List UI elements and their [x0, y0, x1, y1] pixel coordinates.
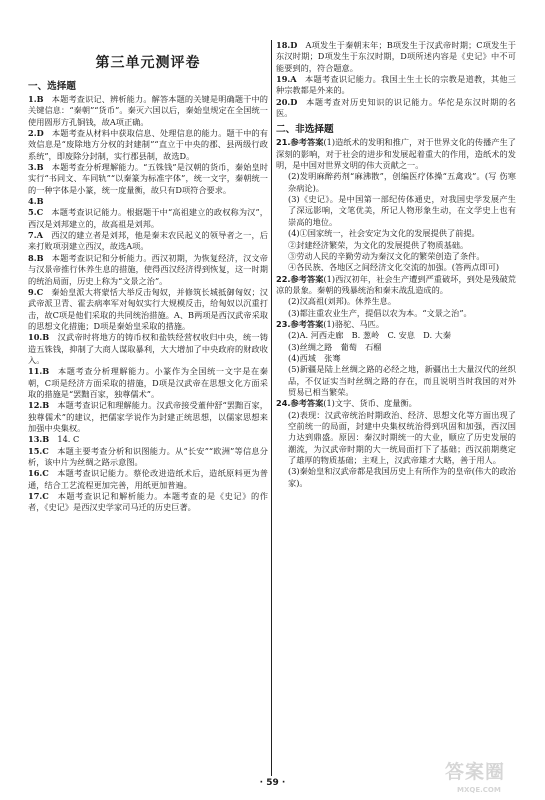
explanation-text: 本题考查对历史知识的识记能力。华佗是东汉时期的名医。	[276, 96, 516, 119]
left-item	[28, 287, 268, 332]
question-number: 20.	[276, 96, 291, 107]
section-choice: 一、选择题	[28, 81, 76, 92]
q21-line-7: ④各民族、各地区之间经济文化交流的加强。(答两点即可)	[288, 262, 500, 273]
question-number: 9.	[28, 286, 37, 297]
right-item	[276, 74, 516, 97]
answer-letter: B	[42, 332, 50, 343]
q23-line-4: (4)西域 张骞	[288, 352, 341, 363]
answer-q23	[276, 319, 516, 398]
q21-number: 21.	[276, 137, 291, 148]
right-answer-list	[276, 40, 516, 119]
answer-letter: D	[36, 128, 44, 139]
answer-q24	[276, 398, 516, 489]
explanation-text: 本题主要考查分析和识图能力。从“长安”“欧洲”等信息分析，该中片为丝绸之路示意图。	[28, 445, 268, 467]
q23-line-5: (5)新疆是陆上丝绸之路的必经之地，新疆出土大量汉代的丝织品，不仅证实当时丝绸之路的存在，而且说明当时我国的对外贸易已相当繁荣。	[288, 364, 516, 397]
answer-letter: B	[36, 252, 44, 263]
right-column	[276, 40, 516, 489]
left-item	[28, 162, 268, 196]
question-number: 11.	[28, 366, 43, 377]
explanation-text: 本题考查识记和分析能力。西汉初期，为恢复经济，汉文帝与汉景帝推行休养生息的措施，使得西汉经济得到恢复，这一时期的统治局面，历史上称为“文景之治”。	[28, 252, 268, 286]
q22-label: 参考答案	[290, 273, 324, 284]
question-number: 18.	[276, 40, 291, 50]
page-number: · 59 ·	[259, 778, 286, 788]
question-number: 7.	[28, 230, 37, 241]
q23-line-2: (2)A. 河西走廊 B. 葱岭 C. 安息 D. 大秦	[288, 330, 452, 341]
explanation-text: 本题考查分析理解能力。“五铢钱”是汉朝的货币，秦始皇时实行“书同文、车同轨”“以秦篆为标准字体”，统一文字，秦朝统一的一种字体是小篆，统一度量衡，故只有D项符合要求。	[28, 162, 268, 195]
q22-line-2: (2)汉高祖(刘邦)。休养生息。	[288, 296, 397, 307]
q24-line-2: (2)表现：汉武帝统治时期政治、经济、思想文化等方面出现了空前统一的局面，封建中央集权统治得到巩固和加强，西汉国力达到鼎盛。原因：秦汉时期统一的大业，顺应了历史发展的潮流，为汉武帝时期的大一统局面打下了基础；西汉前期奠定了雄厚的物质基础；主观上，汉武帝雄才大略，善于用人。	[288, 409, 516, 466]
q21-line-2: (2)发明麻醉药剂“麻沸散”，创编医疗体操“五禽戏”。(写 伤寒杂病论)。	[288, 171, 516, 193]
answer-letter: B	[36, 196, 44, 207]
q23-number: 23.	[276, 318, 291, 329]
answer-letter: B	[42, 366, 50, 377]
question-number: 12.	[28, 400, 43, 411]
answer-letter: A	[36, 230, 43, 241]
left-item	[28, 128, 268, 162]
question-number: 8.	[28, 252, 37, 263]
left-item	[28, 366, 268, 400]
question-number: 2.	[28, 128, 37, 139]
q21-label: 参考答案	[290, 137, 324, 148]
question-number: 1.	[28, 94, 37, 104]
left-item	[28, 434, 268, 445]
question-number: 3.	[28, 162, 37, 173]
left-answer-list	[28, 94, 268, 514]
right-item	[276, 97, 516, 120]
question-number: 5.	[28, 207, 37, 218]
q24-line-1: (1)文字、货币、度量衡。	[323, 398, 417, 409]
q22-line-3: (3)都注重农业生产，提倡以农为本。“文景之治”。	[288, 307, 472, 318]
q21-line-4: (4)①国家统一，社会安定为文化的发展提供了前提。	[288, 228, 480, 239]
left-item	[28, 491, 268, 514]
answer-letter: C	[42, 445, 49, 456]
section-nonchoice: 二、非选择题	[276, 124, 334, 136]
question-number: 17.	[28, 491, 43, 502]
q21-line-6: ③劳动人民的辛勤劳动为秦汉文化的繁荣创造了条件。	[288, 250, 485, 261]
watermark-logo	[443, 756, 535, 796]
page-title: 第三单元测评卷	[95, 55, 201, 71]
left-item	[28, 207, 268, 230]
q21-line-3: (3)《史记》。是中国第一部纪传体通史，对我国史学发展产生了深远影响，文笔优美，所记人物形象生动，在文学史上也有崇高的地位。	[288, 194, 516, 227]
answer-letter: C	[36, 286, 44, 297]
answer-letter: B	[42, 434, 50, 445]
left-item	[28, 94, 268, 128]
left-item	[28, 196, 268, 207]
explanation-text: 秦始皇派大将蒙恬大举反击匈奴，并修筑长城抵御匈奴；汉武帝派卫青、霍去病率军对匈奴实行大规模反击，给匈奴以沉重打击，故C项是他们采取的共同统治措施。A、B两项是西汉武帝采取的思想文化措施；D项是秦始皇采取的措施。	[28, 286, 268, 331]
explanation-text: 14. C	[57, 434, 80, 445]
explanation-text: 本题考查识记和解析能力。本题考查的是《史记》的作者，《史记》是西汉史学家司马迁的历史巨著。	[28, 491, 268, 513]
q23-label: 参考答案	[290, 318, 324, 329]
answer-letter: C	[36, 207, 44, 218]
watermark-url: MXQE.COM	[457, 786, 501, 794]
question-number: 10.	[28, 332, 43, 343]
explanation-text: 本题考查分析理解能力。小篆作为全国统一文字是在秦朝，C项是经济方面采取的措施，D项是汉武帝在思想文化方面采取的措施是“罢黜百家，独尊儒术”。	[28, 366, 268, 399]
explanation-text: 本题考查识记能力。蔡伦改进造纸术后，造纸原料更为普通，结合工艺流程更加完善，用纸更加普遍。	[28, 468, 268, 490]
answer-q21	[276, 137, 516, 273]
left-column	[28, 40, 268, 514]
explanation-text: 本题考查识记、辨析能力。解答本题的关键是明确题干中的关键信息：“秦朝”“货币”。秦灭六国以后，秦始皇规定在全国统一使用圆形方孔铜钱，故A项正确。	[28, 94, 268, 127]
q24-label: 参考答案	[290, 398, 324, 409]
left-item	[28, 446, 268, 469]
right-item	[276, 40, 516, 74]
question-number: 13.	[28, 434, 43, 445]
q24-line-3: (3)秦始皇和汉武帝都是我国历史上有所作为的皇帝(伟大的政治家)。	[288, 466, 516, 488]
column-divider	[271, 40, 272, 776]
answer-letter: C	[42, 491, 49, 502]
answer-letter: C	[42, 468, 49, 479]
answer-letter: D	[290, 40, 298, 50]
explanation-text: A项发生于秦朝末年；B项发生于汉武帝时期；C项发生于东汉时期；D项发生于东汉时期，D项所述内容是《史记》中不可能要到的，符合题意。	[276, 40, 516, 73]
answer-letter: B	[36, 162, 44, 173]
explanation-text: 本题考查从材料中获取信息、处理信息的能力。题干中的有效信息是“废除地方分权的封建制”“直立于中央的郡、县两级行政系统”，即废除分封制，实行郡县制，故选D。	[28, 128, 268, 161]
answer-letter: D	[290, 96, 298, 107]
q23-line-3: (3)丝绸之路 葡萄 石榴	[288, 341, 382, 352]
question-number: 4.	[28, 196, 37, 207]
answer-q22	[276, 274, 516, 319]
q22-line-1: (1)西汉初年，社会生产遭到严重破坏，到处是残破荒凉的景象。秦朝的残暴统治和秦末战乱造成的。	[276, 273, 516, 295]
explanation-text: 本题考查识记能力。根据题干中“高祖建立的政权称为汉”，西汉是刘邦建立的，故高祖是刘邦。	[28, 207, 268, 229]
explanation-text: 本题考查识记和理解能力。汉武帝接受董仲舒“罢黜百家，独尊儒术”的建议，把儒家学说作为封建正统思想，以儒家思想来加强中央集权。	[28, 400, 268, 433]
q22-number: 22.	[276, 273, 291, 284]
left-item	[28, 230, 268, 253]
q24-number: 24.	[276, 398, 291, 409]
answer-letter: A	[290, 74, 297, 85]
q21-line-1: (1)造纸术的发明和推广，对于世界文化的传播产生了深刻的影响，对于社会的进步和发展起着重大的作用，造纸术的发明，是中国对世界文明的伟大贡献之一。	[276, 137, 516, 171]
explanation-text: 本题考查识记能力。我国土生土长的宗教是道教，其他三种宗教都是外来的。	[276, 74, 516, 96]
left-item	[28, 253, 268, 287]
left-item	[28, 468, 268, 491]
watermark-text: 答案圈	[445, 761, 506, 783]
answer-letter: B	[36, 94, 44, 104]
left-item	[28, 332, 268, 366]
question-number: 19.	[276, 74, 291, 85]
answer-letter: B	[42, 400, 50, 411]
question-number: 16.	[28, 468, 43, 479]
question-number: 15.	[28, 445, 43, 456]
q23-line-1: (1)骆驼、马匹。	[323, 318, 385, 329]
explanation-text: 西汉的建立者是刘邦，他是秦末农民起义的领导者之一，后来打败项羽建立西汉，故选A项。	[28, 230, 268, 252]
left-item	[28, 400, 268, 434]
explanation-text: 汉武帝时将地方的铸币权和盐铁经营权收归中央，统一铸造五铢钱，抑制了大商人谋取暴利，大大增加了中央政府的财政收入。	[28, 332, 268, 365]
q21-line-5: ②封建经济繁荣，为文化的发展提供了物质基础。	[288, 239, 469, 250]
